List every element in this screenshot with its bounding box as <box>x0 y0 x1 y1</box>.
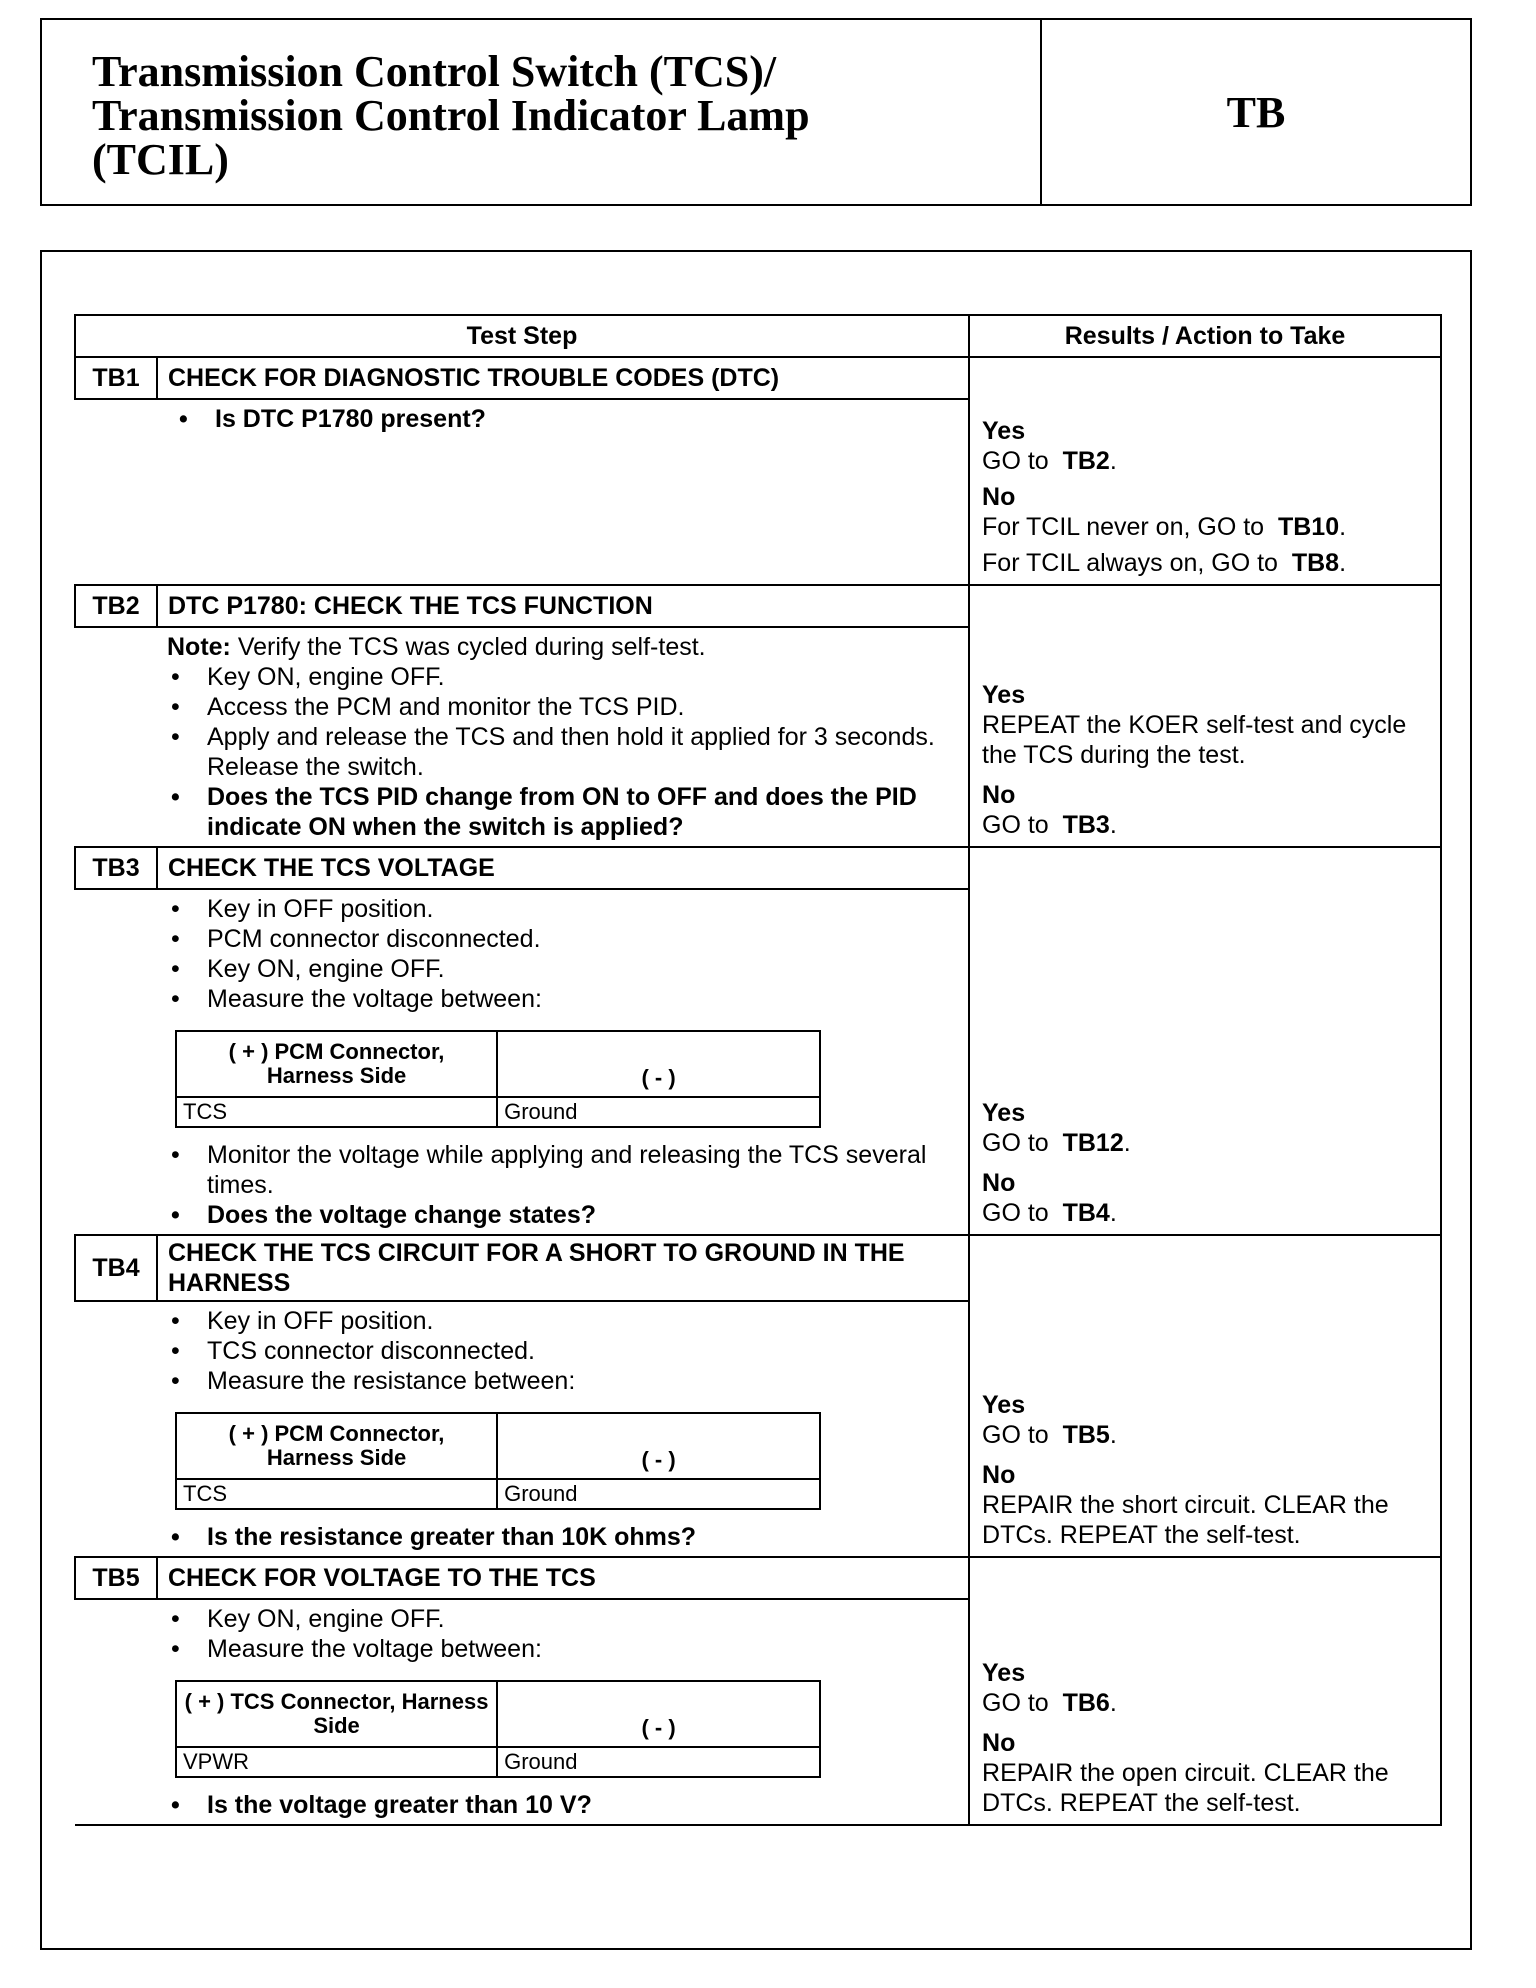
step-title-row <box>75 1557 1441 1599</box>
table-header-row <box>75 315 1441 357</box>
step-question: • Is DTC P1780 present? <box>175 404 958 434</box>
step-title-row <box>75 847 1441 889</box>
step-id: TB4 <box>75 1235 157 1301</box>
measurement-table <box>175 1680 821 1778</box>
step-instruction: • Measure the voltage between: <box>167 984 958 1014</box>
step-instruction: • Key ON, engine OFF. <box>167 1604 958 1634</box>
measure-header-negative: ( - ) <box>497 1413 820 1479</box>
step-title-row <box>75 585 1441 627</box>
page-header <box>40 18 1472 206</box>
page-title-line-2: Transmission Control Indicator Lamp <box>92 91 810 140</box>
step-title: CHECK FOR DIAGNOSTIC TROUBLE CODES (DTC) <box>157 357 969 399</box>
step-note: Note: Verify the TCS was cycled during self-test. <box>167 633 706 661</box>
result-no-text: REPAIR the short circuit. CLEAR the DTCs. REPEAT the self-test. <box>982 1491 1389 1549</box>
col-header-results: Results / Action to Take <box>969 315 1441 357</box>
step-title-row <box>75 357 1441 399</box>
header-title-box <box>42 20 1042 204</box>
step-instruction: • Measure the resistance between: <box>167 1366 958 1396</box>
step-body <box>75 1599 969 1825</box>
step-title: CHECK THE TCS VOLTAGE <box>157 847 969 889</box>
step-body <box>75 889 969 1235</box>
step-instruction: • Key in OFF position. <box>167 894 958 924</box>
result-yes-label: Yes <box>982 417 1026 445</box>
result-no-label: No <box>982 1729 1016 1757</box>
step-question: • Does the voltage change states? <box>167 1200 958 1230</box>
measure-cell: TCS <box>176 1479 497 1509</box>
step-body <box>75 627 969 847</box>
measure-cell: Ground <box>497 1479 820 1509</box>
step-title: CHECK THE TCS CIRCUIT FOR A SHORT TO GROUND IN THE HARNESS <box>157 1235 969 1301</box>
step-results <box>969 357 1441 585</box>
measure-header-positive: ( + ) TCS Connector, Harness Side <box>176 1681 497 1747</box>
step-body <box>75 399 969 585</box>
page-title-line-3: (TCIL) <box>92 135 229 184</box>
step-instruction: • Apply and release the TCS and then hold it applied for 3 seconds. Release the switch. <box>167 722 958 782</box>
result-no-line: For TCIL never on, GO to TB10. <box>982 513 1347 541</box>
test-step-table <box>74 314 1442 1826</box>
measure-header-positive: ( + ) PCM Connector, Harness Side <box>176 1413 497 1479</box>
result-no-line: For TCIL always on, GO to TB8. <box>982 549 1347 577</box>
step-results <box>969 1557 1441 1825</box>
result-no-text: REPAIR the open circuit. CLEAR the DTCs. REPEAT the self-test. <box>982 1759 1389 1817</box>
result-yes-label: Yes <box>982 1099 1026 1127</box>
result-yes-label: Yes <box>982 1391 1026 1419</box>
step-instruction: • Key ON, engine OFF. <box>167 662 958 692</box>
section-code: TB <box>1226 87 1286 137</box>
step-instruction: • TCS connector disconnected. <box>167 1336 958 1366</box>
step-results <box>969 1235 1441 1557</box>
step-results <box>969 585 1441 847</box>
measure-cell: TCS <box>176 1097 497 1127</box>
result-yes-label: Yes <box>982 681 1026 709</box>
result-yes-text: REPEAT the KOER self-test and cycle the TCS during the test. <box>982 711 1407 769</box>
result-yes-text: GO to TB2. <box>982 447 1117 475</box>
result-yes-label: Yes <box>982 1659 1026 1687</box>
step-instruction: • Measure the voltage between: <box>167 1634 958 1664</box>
step-id: TB3 <box>75 847 157 889</box>
step-id: TB5 <box>75 1557 157 1599</box>
step-question: • Does the TCS PID change from ON to OFF and does the PID indicate ON when the switch is applied? <box>167 782 958 842</box>
step-instruction: • Monitor the voltage while applying and releasing the TCS several times. <box>167 1140 958 1200</box>
result-no-label: No <box>982 483 1016 511</box>
col-header-test-step: Test Step <box>75 315 969 357</box>
step-question: • Is the voltage greater than 10 V? <box>167 1790 958 1820</box>
step-instruction: • Key ON, engine OFF. <box>167 954 958 984</box>
result-yes-text: GO to TB12. <box>982 1129 1131 1157</box>
measure-cell: Ground <box>497 1097 820 1127</box>
result-no-label: No <box>982 1169 1016 1197</box>
step-question: • Is the resistance greater than 10K ohms? <box>167 1522 958 1552</box>
result-no-text: GO to TB3. <box>982 811 1117 839</box>
step-instruction: • PCM connector disconnected. <box>167 924 958 954</box>
measure-header-positive: ( + ) PCM Connector, Harness Side <box>176 1031 497 1097</box>
measure-cell: VPWR <box>176 1747 497 1777</box>
measure-cell: Ground <box>497 1747 820 1777</box>
measure-header-negative: ( - ) <box>497 1681 820 1747</box>
step-results <box>969 847 1441 1235</box>
measure-header-negative: ( - ) <box>497 1031 820 1097</box>
step-title-row <box>75 1235 1441 1301</box>
measurement-table <box>175 1412 821 1510</box>
result-no-label: No <box>982 1461 1016 1489</box>
result-no-text: GO to TB4. <box>982 1199 1117 1227</box>
step-id: TB2 <box>75 585 157 627</box>
step-id: TB1 <box>75 357 157 399</box>
step-body <box>75 1301 969 1557</box>
step-title: CHECK FOR VOLTAGE TO THE TCS <box>157 1557 969 1599</box>
page-title-line-1: Transmission Control Switch (TCS)/ <box>92 47 777 96</box>
step-instruction: • Access the PCM and monitor the TCS PID. <box>167 692 958 722</box>
result-yes-text: GO to TB5. <box>982 1421 1117 1449</box>
step-instruction: • Key in OFF position. <box>167 1306 958 1336</box>
result-no-label: No <box>982 781 1016 809</box>
measurement-table <box>175 1030 821 1128</box>
result-yes-text: GO to TB6. <box>982 1689 1117 1717</box>
step-title: DTC P1780: CHECK THE TCS FUNCTION <box>157 585 969 627</box>
